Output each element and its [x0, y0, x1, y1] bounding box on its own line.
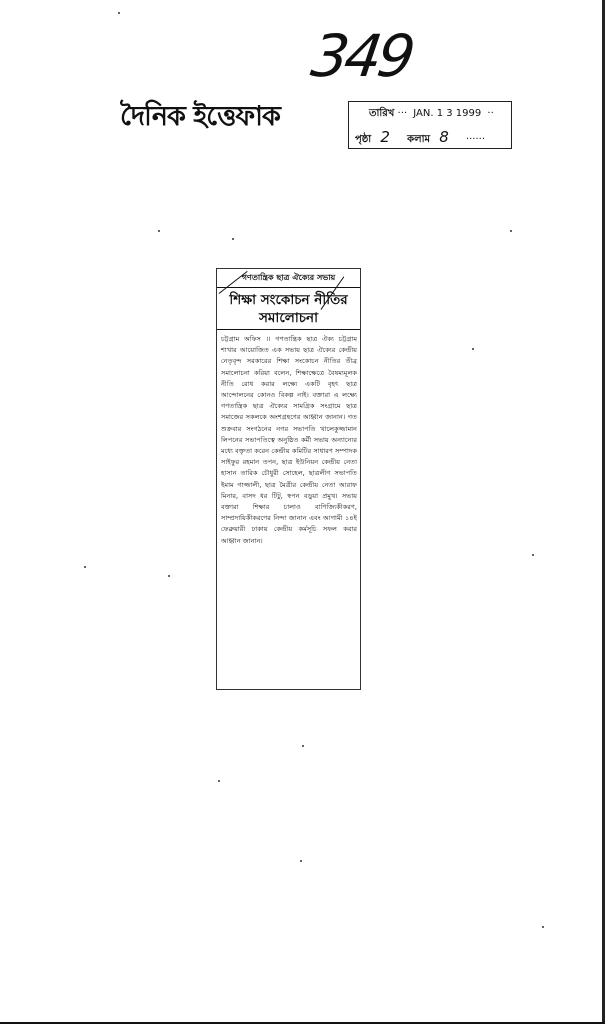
speck: [472, 348, 474, 350]
speck: [510, 230, 512, 232]
speck: [218, 780, 220, 782]
page-label: পৃষ্ঠা: [355, 134, 372, 145]
archive-number: 349: [307, 22, 416, 90]
speck: [302, 745, 304, 747]
page-value: 2: [380, 128, 390, 146]
headline-line-2: সমালোচনা: [259, 310, 318, 326]
article-body: [217, 330, 360, 547]
article-headline: [217, 288, 360, 330]
newspaper-name: দৈনিক ইত্তেফাক: [120, 101, 280, 132]
speck: [300, 860, 302, 862]
speck: [532, 554, 534, 556]
speck: [118, 12, 120, 14]
speck: [168, 575, 170, 577]
article-paragraph: চট্টগ্রাম অফিস ।। গণতান্ত্রিক ছাত্র ঐক্য চট্টগ্রাম শাখার আয়োজিত এক সভায় ছাত্র ঐক্যের কেন্দ্রীয় নেতৃবৃন্দ সরকারের শিক্ষা সংকোচন নীতির তীব্র সমালোচনা করিয়া বলেন, শিক্ষাক্ষেত্রে বৈষম্যমূলক নীতি রোধ করার লক্ষ্যে একটি বৃহৎ ছাত্র আন্দোলনের কোনও বিকল্প নাই। বক্তারা এ লক্ষ্যে গণতান্ত্রিক ছাত্র ঐক্যের সামগ্রিক সংগ্রামে ছাত্র সমাজের সকলকে অংশগ্রহণের আহ্বান জানান। গত শুক্রবার সংগঠনের নগর সভাপতি খালেকুজ্জামান লিপনের সভাপতিত্বে অনুষ্ঠিত কর্মী সভায় অন্যান্যের মধ্যে বক্তৃতা করেন কেন্দ্রীয় কমিটির সাধারণ সম্পাদক সাইফুর রহমান তপন, ছাত্র ইউনিয়ন কেন্দ্রীয় নেতা হাসান তারিক চৌধুরী সোহেল, ছাত্রলীগ সভাপতি ইমাম গাজ্জালী, ছাত্র মৈত্রীর কেন্দ্রীয় নেতা আরাফ মিনার, বাসদ ধর টিটু, স্বপন বড়ুয়া প্রমুখ। সভায় বক্তারা শিক্ষার চালাও বাণিজ্যিকীকরণ, সাম্প্রদায়িকীকরণের নিন্দা জানান এবং আগামী ১৪ই ফেব্রুয়ারী ঢাকায় কেন্দ্রীয় কর্মসূচি সফল করার আহ্বান জানান।: [221, 335, 357, 545]
date-label: তারিখ: [369, 108, 395, 119]
newspaper-clipping: [216, 268, 361, 690]
speck: [542, 926, 544, 928]
column-label: কলাম: [407, 134, 431, 145]
date-value: JAN. 1 3 1999: [413, 108, 482, 119]
speck: [232, 238, 234, 240]
speck: [158, 230, 160, 232]
date-stamp: তারিখ ··· JAN. 1 3 1999 ·· পৃষ্ঠা 2 কলাম 8 ······: [348, 101, 512, 149]
headline-line-1: শিক্ষা সংকোচন নীতির: [229, 292, 348, 308]
article-kicker: গণতান্ত্রিক ছাত্র ঐক্যের সভায়: [217, 269, 360, 288]
speck: [84, 566, 86, 568]
scan-edge-bottom: [0, 1016, 605, 1024]
column-value: 8: [439, 128, 449, 146]
